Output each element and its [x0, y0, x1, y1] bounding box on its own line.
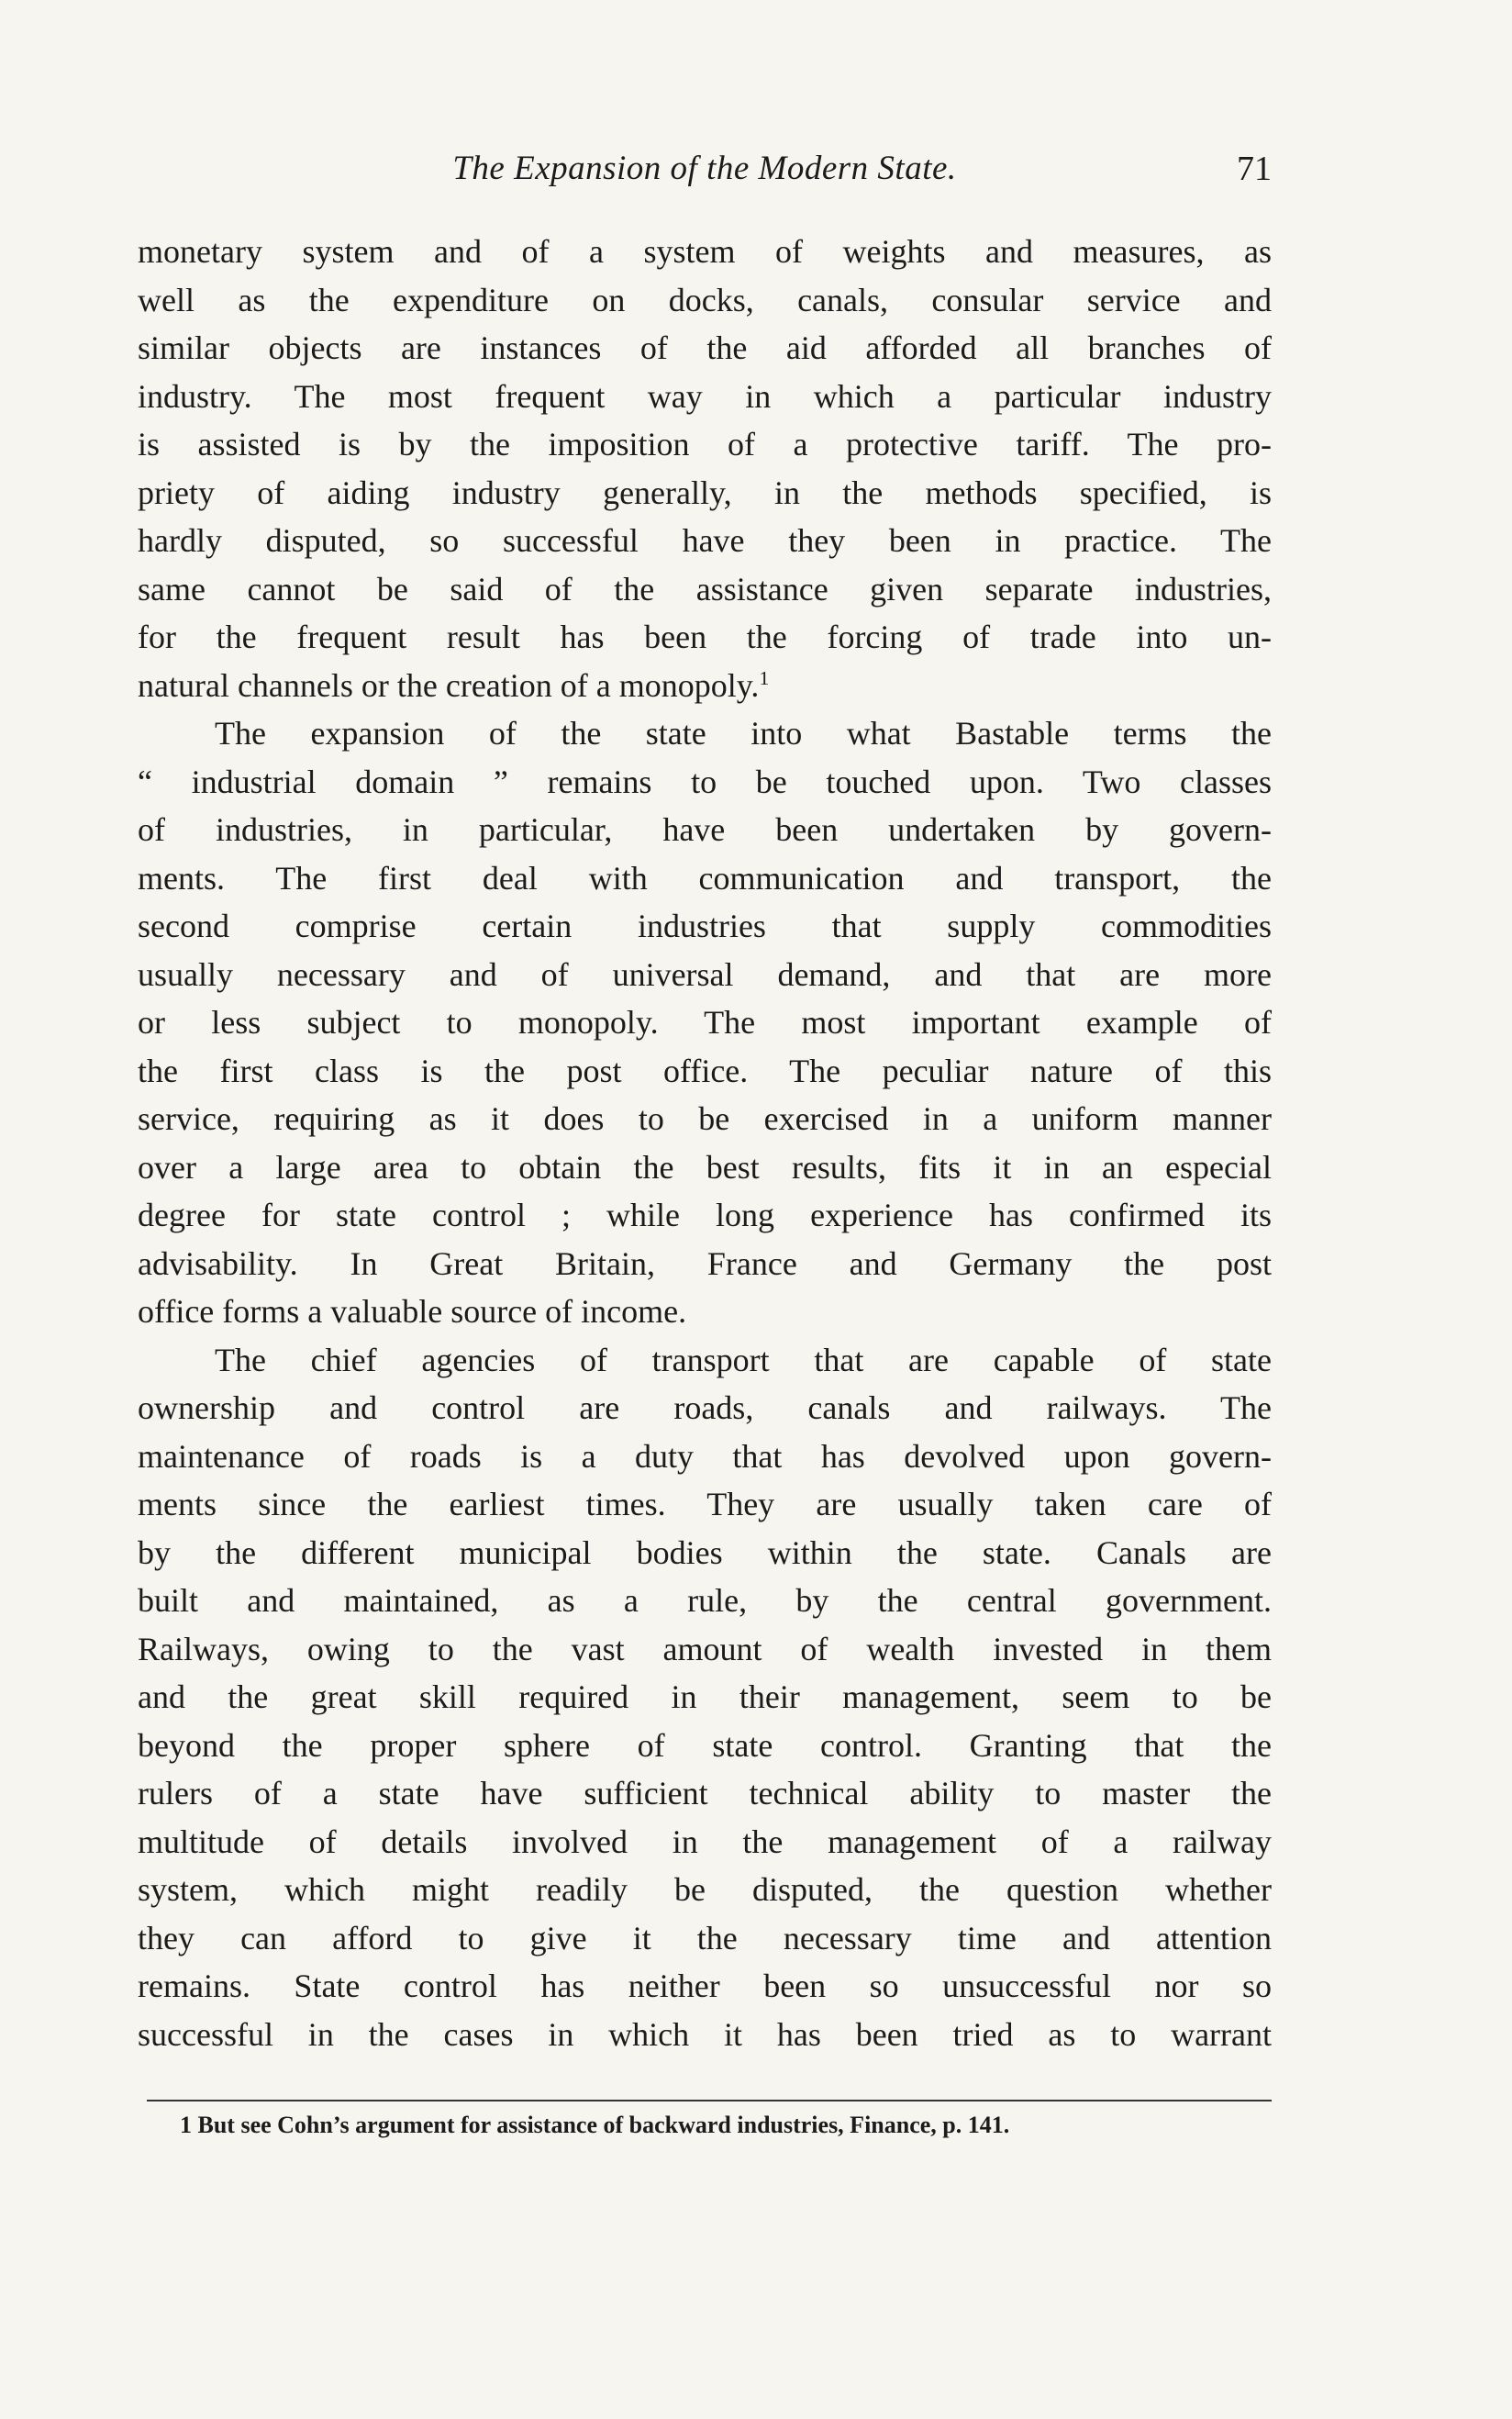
- text-line: second comprise certain industries that supply commodities: [138, 908, 1272, 944]
- text-line-content: natural channels or the creation of a monopoly.: [138, 666, 760, 704]
- text-line: [138, 662, 1272, 710]
- text-line: office forms a valuable source of income.: [138, 1293, 687, 1330]
- footnote-rule: [147, 2100, 1272, 2101]
- text-line: degree for state control ; while long experience has confirmed its: [138, 1197, 1272, 1233]
- text-line: system, which might readily be disputed, the question whether: [138, 1871, 1272, 1908]
- text-line: well as the expenditure on docks, canals, consular service and: [138, 281, 1272, 318]
- text-line: hardly disputed, so successful have they been in practice. The: [138, 522, 1272, 559]
- text-line: Railways, owing to the vast amount of wealth invested in them: [138, 1630, 1272, 1667]
- body-text: [138, 228, 1272, 2058]
- text-line: priety of aiding industry generally, in the methods specified, is: [138, 474, 1272, 511]
- footnote: [180, 2107, 1272, 2144]
- text-line: similar objects are instances of the aid afforded all branches of: [138, 329, 1272, 366]
- text-line: over a large area to obtain the best results, fits it in an especial: [138, 1148, 1272, 1186]
- text-line: they can afford to give it the necessary time and attention: [138, 1919, 1272, 1956]
- text-line: beyond the proper sphere of state control. Granting that the: [138, 1726, 1272, 1764]
- text-line: advisability. In Great Britain, France and Germany the post: [138, 1244, 1272, 1282]
- footnote-reference: 1: [759, 666, 770, 689]
- text-line: and the great skill required in their management, seem to be: [138, 1678, 1272, 1715]
- text-line: rulers of a state have sufficient technical ability to master the: [138, 1775, 1272, 1811]
- text-line: monetary system and of a system of weights and measures, as: [138, 233, 1272, 270]
- text-line: ownership and control are roads, canals and railways. The: [138, 1389, 1272, 1426]
- text-line: for the frequent result has been the forcing of trade into un-: [138, 619, 1272, 655]
- text-line: industry. The most frequent way in which a particular industry: [138, 377, 1272, 415]
- text-line: successful in the cases in which it has been tried as to warrant: [138, 2015, 1272, 2053]
- text-line: The expansion of the state into what Bastable terms the: [215, 715, 1272, 752]
- running-title: The Expansion of the Modern State.: [452, 150, 957, 187]
- text-line: ments since the earliest times. They are usually taken care of: [138, 1486, 1272, 1522]
- footnote-marker: 1: [180, 2112, 192, 2138]
- text-line: multitude of details involved in the management of a railway: [138, 1823, 1272, 1860]
- text-line: is assisted is by the imposition of a protective tariff. The pro-: [138, 426, 1272, 463]
- running-head: [138, 149, 1272, 204]
- text-line: same cannot be said of the assistance given separate industries,: [138, 570, 1272, 608]
- text-line: remains. State control has neither been so unsuccessful nor so: [138, 1968, 1272, 2004]
- text-line: maintenance of roads is a duty that has devolved upon govern-: [138, 1437, 1272, 1475]
- text-line: ments. The first deal with communication and transport, the: [138, 859, 1272, 897]
- text-line: The chief agencies of transport that are capable of state: [215, 1341, 1272, 1378]
- text-line: “ industrial domain ” remains to be touched upon. Two classes: [138, 763, 1272, 800]
- footnote-text: But see Cohn’s argument for assistance of backward industries, Finance, p. 141.: [197, 2112, 1010, 2138]
- text-line: usually necessary and of universal demand, and that are more: [138, 955, 1272, 993]
- text-line: service, requiring as it does to be exercised in a uniform manner: [138, 1100, 1272, 1137]
- text-line: by the different municipal bodies within the state. Canals are: [138, 1533, 1272, 1571]
- text-line: or less subject to monopoly. The most important example of: [138, 1004, 1272, 1041]
- text-line: of industries, in particular, have been undertaken by govern-: [138, 811, 1272, 848]
- text-line: built and maintained, as a rule, by the central government.: [138, 1582, 1272, 1619]
- page-number: 71: [1237, 150, 1272, 188]
- text-line: the first class is the post office. The peculiar nature of this: [138, 1052, 1272, 1089]
